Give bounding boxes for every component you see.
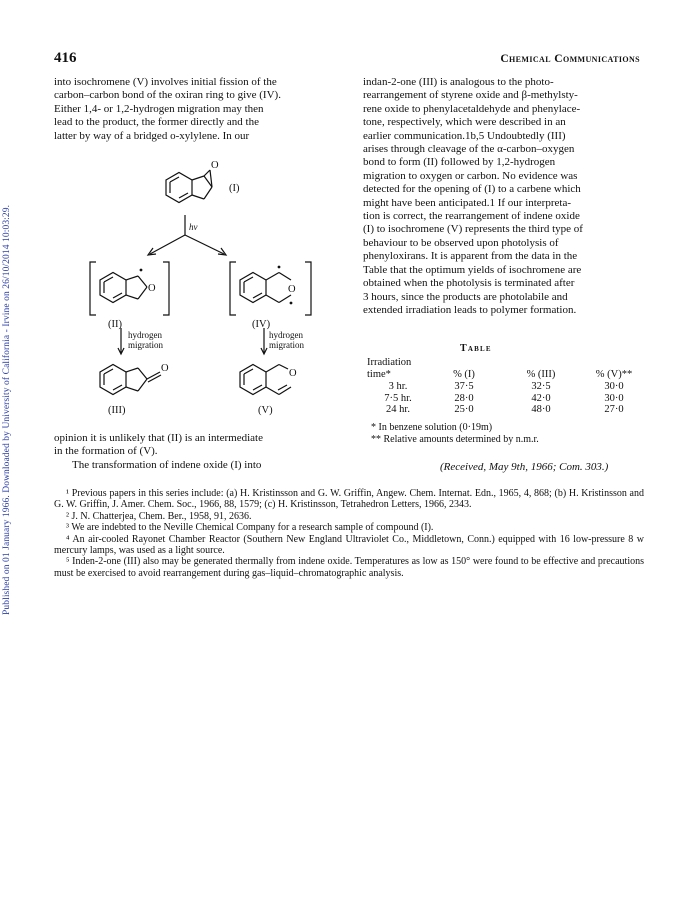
oxygen-label: O bbox=[211, 160, 219, 171]
table-cell: 48·0 bbox=[531, 404, 551, 415]
table-cell: 32·5 bbox=[531, 381, 551, 392]
text-line: opinion it is unlikely that (II) is an intermediate bbox=[54, 432, 263, 444]
download-notice-text: Published on 01 January 1966. Downloaded by University of California - Irvine on 26/10/2014 10:03:29. bbox=[2, 204, 12, 615]
text-line: into isochromene (V) involves initial fission of the bbox=[54, 76, 277, 88]
label-V: (V) bbox=[258, 405, 273, 416]
text-line: carbon–carbon bond of the oxiran ring to give (IV). bbox=[54, 89, 281, 102]
migration-label-1: hydrogen bbox=[128, 330, 162, 340]
table-caption: Table bbox=[460, 343, 492, 354]
hv-label: hν bbox=[189, 222, 198, 232]
text-line: Table that the optimum yields of isochromene are bbox=[363, 263, 582, 276]
structure-IV bbox=[230, 262, 311, 315]
reference-item: ⁵ Inden-2-one (III) also may be generated thermally from indene oxide. Temperatures as low as 150° were found to be effective and precautions must be exercised to avoid rearrangement during gas–liquid–chromatographic analysis. bbox=[54, 556, 644, 579]
table-cell: 42·0 bbox=[531, 392, 551, 404]
structure-I bbox=[166, 170, 212, 203]
col1-paragraph-top bbox=[54, 76, 338, 143]
text-line: lead to the product, the former directly and the bbox=[54, 116, 259, 129]
table-cell: 24 hr. bbox=[386, 404, 410, 415]
text-line: phenyloxirans. It is apparent from the data in the bbox=[363, 250, 578, 263]
radical-dot bbox=[278, 266, 281, 269]
text-line: arises through cleavage of the α-carbon–oxygen bbox=[363, 143, 575, 156]
table-row bbox=[367, 393, 645, 405]
table-cell: 3 hr. bbox=[388, 381, 408, 392]
table-cell: 28·0 bbox=[454, 392, 474, 404]
table-cell: 25·0 bbox=[454, 404, 474, 415]
journal-title: Chemical Communications bbox=[500, 53, 640, 65]
text-line: (I) to isochromene (V) represents the third type of bbox=[363, 223, 583, 236]
text-line: tion is correct, the rearrangement of indene oxide bbox=[363, 210, 580, 223]
table-footnotes bbox=[371, 422, 539, 446]
table-header-row bbox=[367, 357, 645, 381]
text-line: might have been anticipated.1 If our interpreta- bbox=[363, 196, 571, 209]
label-III: (III) bbox=[108, 405, 126, 416]
col2-paragraph bbox=[363, 76, 642, 317]
oxygen-label: O bbox=[161, 363, 169, 374]
column-header: Irradiation time* bbox=[367, 357, 412, 380]
text-line: 3 hours, since the products are photolabile and bbox=[363, 290, 568, 303]
table-row bbox=[367, 404, 645, 416]
text-line: detected for the opening of (I) to a carbene which bbox=[363, 183, 581, 196]
structure-III bbox=[100, 365, 161, 395]
reference-item: ³ We are indebted to the Neville Chemical Company for a research sample of compound (I). bbox=[66, 522, 434, 534]
text-line: latter by way of a bridged o-xylylene. In our bbox=[54, 129, 250, 142]
oxygen-label: O bbox=[289, 368, 297, 379]
received-date: (Received, May 9th, 1966; Com. 303.) bbox=[440, 461, 609, 473]
radical-dot bbox=[290, 302, 293, 305]
column-header: % (I) bbox=[453, 368, 475, 380]
reaction-scheme bbox=[54, 150, 344, 440]
table-cell: 27·0 bbox=[604, 404, 624, 415]
text-line: The transformation of indene oxide (I) into bbox=[72, 458, 262, 471]
table-cell: 37·5 bbox=[454, 381, 474, 392]
radical-dot bbox=[140, 269, 143, 272]
reference-item: ⁴ An air-cooled Rayonet Chamber Reactor (Southern New England Ultraviolet Co., Middletown, Conn.) equipped with 16 low-pressure 8 w mercury lamps, was used as a light source. bbox=[54, 533, 644, 557]
migration-label-1b: migration bbox=[128, 340, 163, 350]
reference-item: ¹ Previous papers in this series include: (a) H. Kristinsson and G. W. Griffin, Angew. Chem. Internat. Edn., 1965, 4, 868; (b) H. Kristinsson and G. W. Griffin, J. Amer. Chem. Soc., 1966, 88, 1579; (c) H. Kristinsson, Tetrahedron Letters, 1966, 2343. bbox=[54, 488, 644, 511]
table-cell: 30·0 bbox=[604, 381, 624, 392]
label-II: (II) bbox=[108, 319, 122, 330]
text-line: obtained when the photolysis is terminated after bbox=[363, 277, 575, 290]
table-row bbox=[367, 381, 645, 393]
text-line: earlier communication.1b,5 Undoubtedly (III) bbox=[363, 129, 566, 142]
column-header: % (III) bbox=[526, 368, 556, 380]
migration-label-2b: migration bbox=[269, 340, 304, 350]
col1-paragraph-bottom bbox=[54, 432, 338, 472]
text-line: extended irradiation leads to polymer formation. bbox=[363, 303, 577, 316]
text-line: rearrangement of styrene oxide and β-methylsty- bbox=[363, 89, 578, 102]
references bbox=[54, 488, 644, 579]
reference-item: ² J. N. Chatterjea, Chem. Ber., 1958, 91, 2636. bbox=[66, 510, 252, 522]
download-notice bbox=[2, 95, 16, 615]
text-line: in the formation of (V). bbox=[54, 445, 158, 458]
table-cell: 7·5 hr. bbox=[384, 392, 412, 404]
oxygen-label: O bbox=[288, 284, 296, 295]
column-header: % (V)** bbox=[595, 368, 633, 380]
page-number: 416 bbox=[54, 50, 77, 66]
structure-II bbox=[90, 262, 169, 315]
text-line: tone, respectively, which were described in an bbox=[363, 116, 566, 129]
text-line: indan-2-one (III) is analogous to the photo- bbox=[363, 76, 554, 88]
structure-V bbox=[240, 365, 291, 395]
text-line: rene oxide to phenylacetaldehyde and phenylace- bbox=[363, 102, 581, 115]
table-footnote: * In benzene solution (0·19m) bbox=[371, 422, 493, 433]
table-footnote: ** Relative amounts determined by n.m.r. bbox=[371, 434, 539, 445]
text-line: bond to form (II) followed by 1,2-hydrogen bbox=[363, 156, 556, 169]
oxygen-label: O bbox=[148, 283, 156, 294]
text-line: migration to oxygen or carbon. No evidence was bbox=[363, 169, 578, 182]
label-IV: (IV) bbox=[252, 319, 271, 330]
label-I: (I) bbox=[229, 183, 240, 194]
results-table bbox=[367, 357, 645, 416]
text-line: behaviour to be observed upon photolysis of bbox=[363, 236, 559, 249]
migration-label-2: hydrogen bbox=[269, 330, 303, 340]
text-line: Either 1,4- or 1,2-hydrogen migration may then bbox=[54, 102, 264, 115]
table-cell: 30·0 bbox=[604, 392, 624, 404]
